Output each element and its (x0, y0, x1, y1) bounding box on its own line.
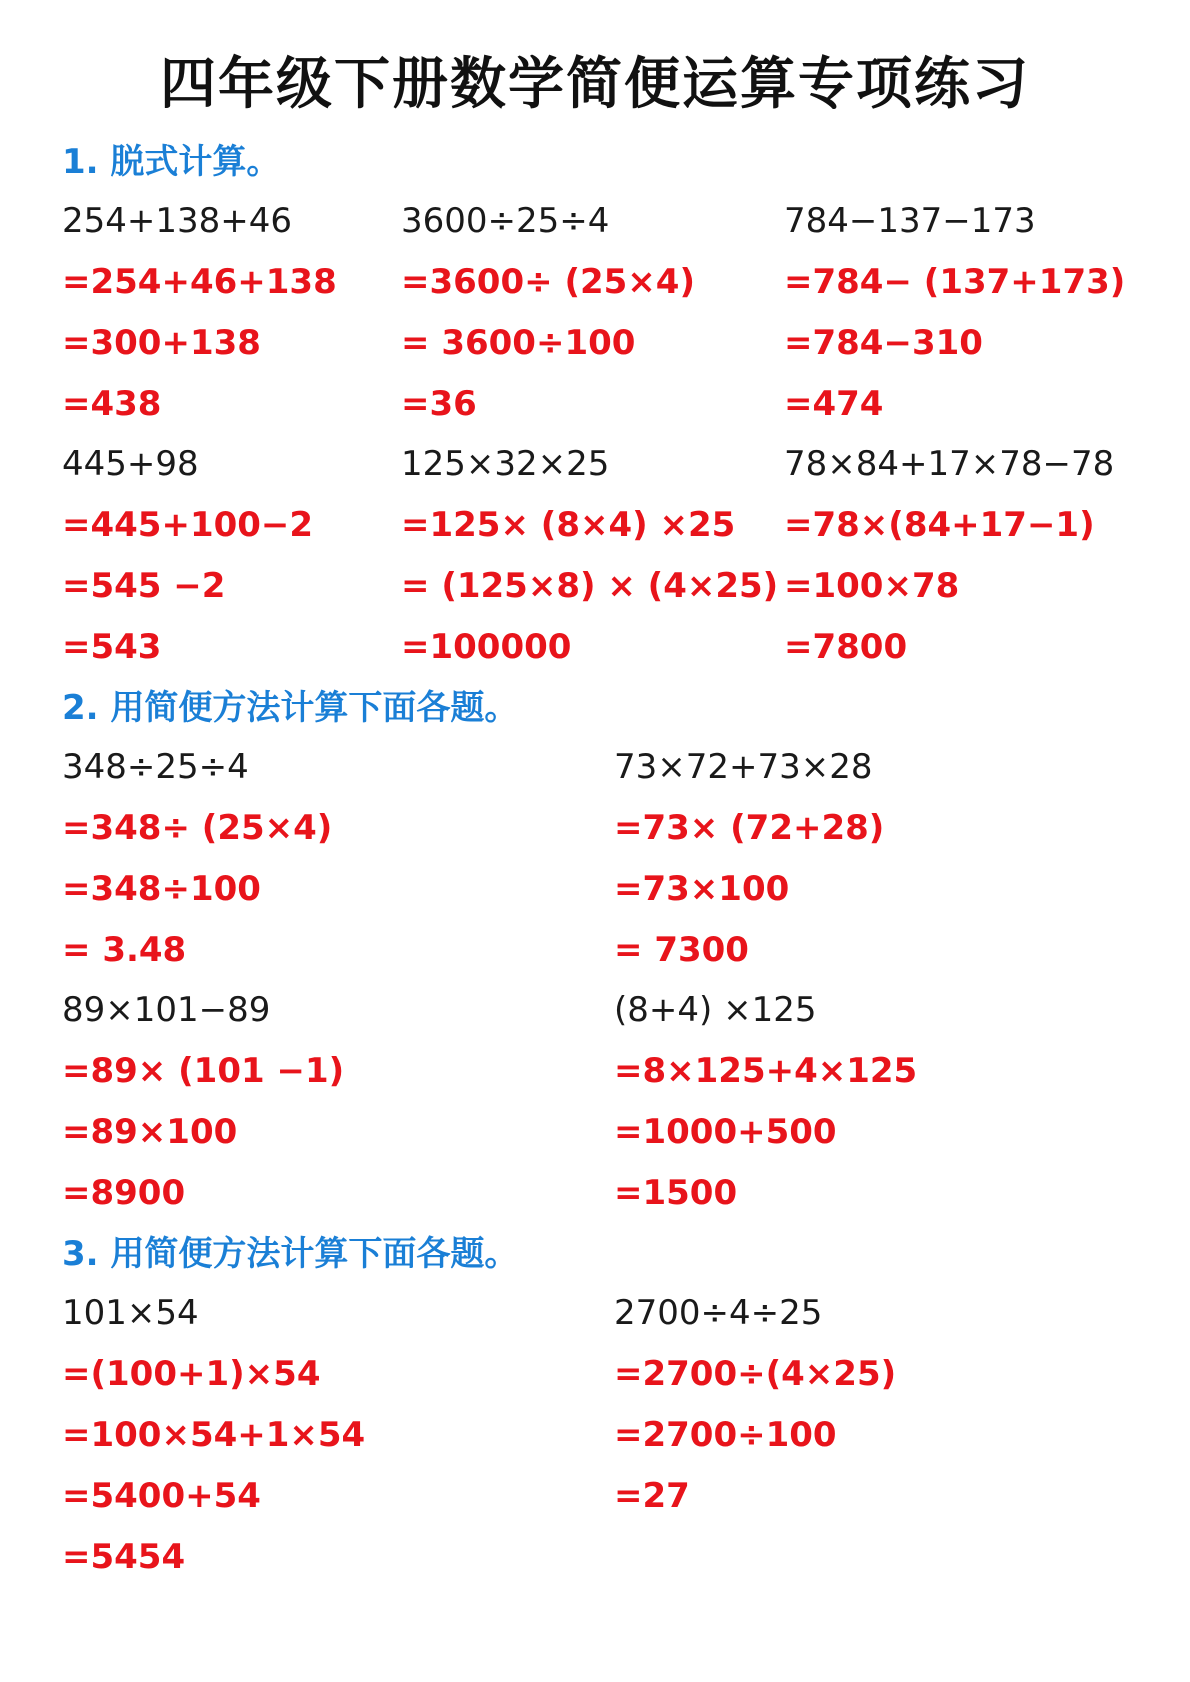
solution-step: =73× (72+28) (614, 808, 885, 848)
solution-step: =1000+500 (614, 1112, 837, 1152)
solution-step: =89×100 (62, 1112, 238, 1152)
solution-step: =2700÷(4×25) (614, 1354, 897, 1394)
solution-step: =300+138 (62, 323, 261, 363)
page-title: 四年级下册数学简便运算专项练习 (160, 51, 1030, 117)
problem-expression: 254+138+46 (62, 201, 293, 241)
solution-step: =5400+54 (62, 1476, 261, 1516)
problem-expression: 784−137−173 (784, 201, 1036, 241)
solution-step: =27 (614, 1476, 690, 1516)
problem-expression: 78×84+17×78−78 (784, 444, 1115, 484)
problem-expression: 348÷25÷4 (62, 747, 249, 787)
problem-expression: 2700÷4÷25 (614, 1293, 823, 1333)
problem-expression: 3600÷25÷4 (401, 201, 610, 241)
solution-step: =2700÷100 (614, 1415, 837, 1455)
exercise-1-3 (784, 191, 1125, 435)
problem-expression: 125×32×25 (401, 444, 610, 484)
exercise-3-2 (614, 1283, 896, 1527)
solution-step: =445+100−2 (62, 505, 314, 545)
exercise-1-4 (62, 434, 313, 678)
solution-step: =438 (62, 384, 162, 424)
solution-step: =1500 (614, 1173, 738, 1213)
solution-step: =78×(84+17−1) (784, 505, 1095, 545)
solution-step: = 3.48 (62, 930, 187, 970)
solution-step: =8900 (62, 1173, 186, 1213)
exercise-2-1 (62, 737, 332, 981)
solution-step: =5454 (62, 1537, 186, 1577)
solution-step: =784− (137+173) (784, 262, 1126, 302)
solution-step: = (125×8) × (4×25) (401, 566, 779, 606)
section-2-header: 2. 用简便方法计算下面各题。 (62, 688, 519, 728)
exercise-2-2 (614, 737, 884, 981)
solution-step: =73×100 (614, 869, 790, 909)
problem-expression: 89×101−89 (62, 990, 271, 1030)
problem-expression: 101×54 (62, 1293, 199, 1333)
solution-step: =8×125+4×125 (614, 1051, 918, 1091)
solution-step: = 3600÷100 (401, 323, 636, 363)
solution-step: =348÷ (25×4) (62, 808, 333, 848)
solution-step: =(100+1)×54 (62, 1354, 321, 1394)
solution-step: =89× (101 −1) (62, 1051, 345, 1091)
solution-step: =36 (401, 384, 477, 424)
solution-step: = 7300 (614, 930, 749, 970)
section-3-header: 3. 用简便方法计算下面各题。 (62, 1234, 519, 1274)
solution-step: =474 (784, 384, 884, 424)
problem-expression: 73×72+73×28 (614, 747, 873, 787)
exercise-1-1 (62, 191, 337, 435)
solution-step: =3600÷ (25×4) (401, 262, 695, 302)
exercise-3-1 (62, 1283, 365, 1588)
problem-expression: (8+4) ×125 (614, 990, 817, 1030)
solution-step: =545 −2 (62, 566, 226, 606)
exercise-1-2 (401, 191, 695, 435)
exercise-2-3 (62, 980, 344, 1224)
solution-step: =348÷100 (62, 869, 261, 909)
problem-expression: 445+98 (62, 444, 199, 484)
solution-step: =100×78 (784, 566, 960, 606)
exercise-1-5 (401, 434, 778, 678)
section-1-header: 1. 脱式计算。 (62, 142, 281, 182)
exercise-2-4 (614, 980, 917, 1224)
solution-step: =784−310 (784, 323, 983, 363)
solution-step: =254+46+138 (62, 262, 337, 302)
solution-step: =100000 (401, 627, 572, 667)
solution-step: =125× (8×4) ×25 (401, 505, 736, 545)
solution-step: =100×54+1×54 (62, 1415, 366, 1455)
exercise-1-6 (784, 434, 1114, 678)
solution-step: =7800 (784, 627, 908, 667)
solution-step: =543 (62, 627, 162, 667)
